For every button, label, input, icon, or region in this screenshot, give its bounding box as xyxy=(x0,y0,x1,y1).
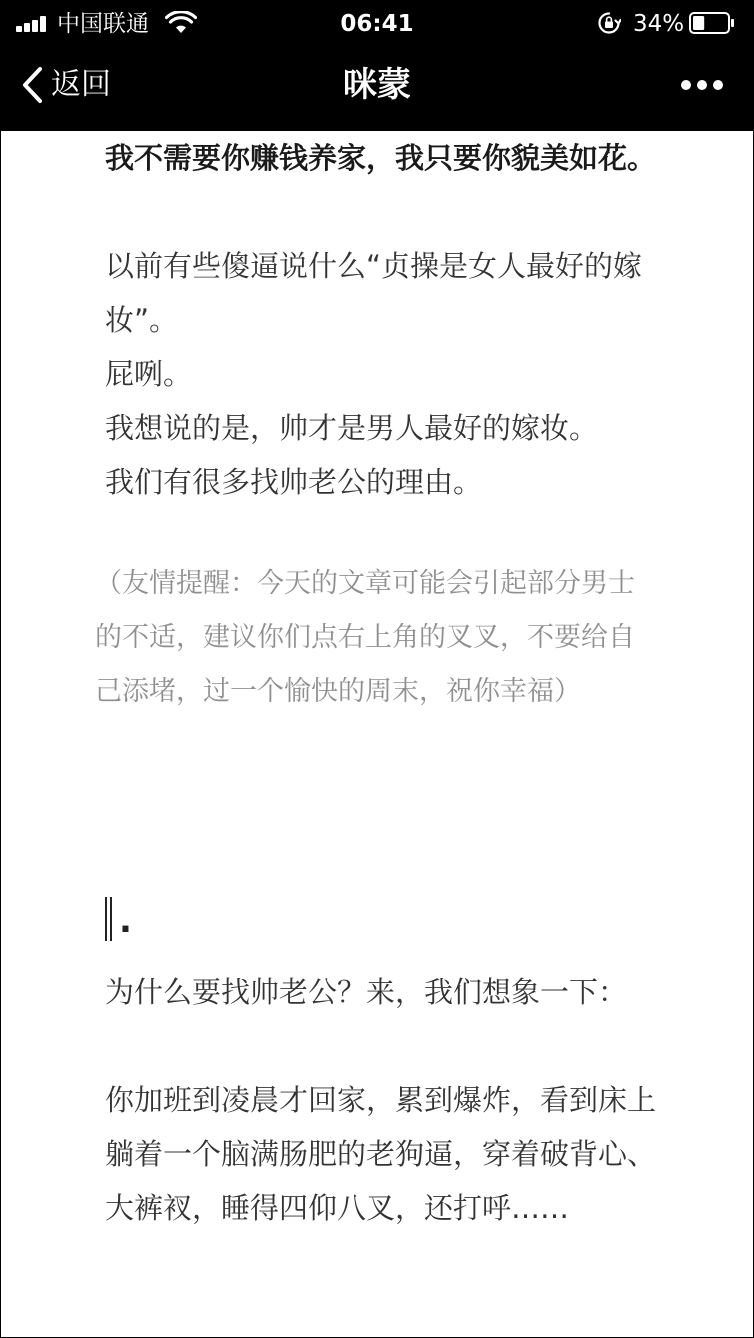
nav-bar xyxy=(1,47,753,131)
status-time: 06:41 xyxy=(340,11,414,37)
more-dot xyxy=(713,80,723,90)
carrier-name: 中国联通 xyxy=(57,11,149,37)
article-paragraph: 我们有很多找帅老公的理由。 xyxy=(105,465,483,499)
status-bar xyxy=(1,1,753,47)
section-marker xyxy=(105,893,132,941)
more-dot xyxy=(681,80,691,90)
article-paragraph: 屁咧。 xyxy=(105,357,193,391)
article-content xyxy=(1,131,753,1337)
rotation-lock-icon xyxy=(597,11,621,35)
battery-icon xyxy=(689,12,735,34)
article-paragraph: 以前有些傻逼说什么“贞操是女人最好的嫁妆”。 xyxy=(105,249,643,337)
reminder-note: （友情提醒：今天的文章可能会引起部分男士的不适，建议你们点右上角的叉叉，不要给自己添堵，过一个愉快的周末，祝你幸福） xyxy=(95,568,635,707)
page-title: 咪蒙 xyxy=(343,65,411,105)
section-dot: . xyxy=(119,901,132,941)
article-paragraph: 我想说的是，帅才是男人最好的嫁妆。 xyxy=(105,411,599,445)
back-label: 返回 xyxy=(51,67,111,102)
header xyxy=(1,1,753,131)
article-paragraph: 为什么要找帅老公？来，我们想象一下： xyxy=(105,975,628,1009)
article-paragraph: 你加班到凌晨才回家，累到爆炸，看到床上躺着一个脑满肠肥的老狗逼，穿着破背心、大裤衩，睡得四仰八叉，还打呼…… xyxy=(105,1083,657,1225)
battery-percent: 34% xyxy=(633,11,685,37)
more-button[interactable] xyxy=(677,73,727,97)
article-paragraph: 我不需要你赚钱养家，我只要你貌美如花。 xyxy=(105,141,657,175)
section-bars-icon xyxy=(105,897,113,941)
more-dot xyxy=(697,80,707,90)
